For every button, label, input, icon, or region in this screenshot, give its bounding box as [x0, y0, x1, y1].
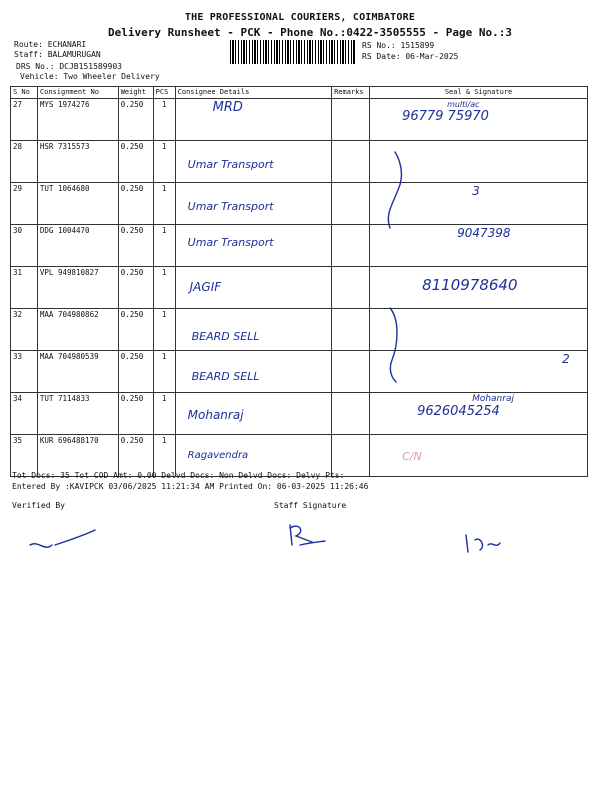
- pcs-cell: 1: [153, 267, 175, 309]
- sno-cell: 29: [11, 183, 38, 225]
- pcs-cell: 1: [153, 351, 175, 393]
- vehicle-label: Vehicle: Two Wheeler Delivery: [20, 72, 160, 81]
- seal-note: multi/ac: [447, 100, 480, 109]
- consignment-cell: MAA 704980862: [37, 309, 118, 351]
- drs-label: DRS No.: DCJB151589903: [16, 62, 122, 71]
- consignee-text: BEARD SELL: [191, 370, 260, 383]
- consignment-cell: TUT 1064680: [37, 183, 118, 225]
- col-seal: Seal & Signature: [370, 87, 588, 99]
- consignee-text: Umar Transport: [187, 200, 274, 213]
- pcs-cell: 1: [153, 183, 175, 225]
- runsheet-title: Delivery Runsheet - PCK - Phone No.:0422-3505555 - Page No.:3: [108, 26, 512, 39]
- consignment-cell: TUT 7114833: [37, 393, 118, 435]
- sno-cell: 32: [11, 309, 38, 351]
- seal-note: Mohanraj: [472, 394, 514, 404]
- verified-signature: [30, 530, 95, 547]
- consignment-cell: VPL 949810827: [37, 267, 118, 309]
- consignee-text: Mohanraj: [187, 408, 244, 422]
- consignment-cell: KUR 696488170: [37, 435, 118, 477]
- col-pcs: PCS: [153, 87, 175, 99]
- weight-cell: 0.250: [118, 393, 153, 435]
- sno-cell: 27: [11, 99, 38, 141]
- consignment-cell: MAA 704980539: [37, 351, 118, 393]
- seal-text: 3: [472, 184, 480, 198]
- weight-cell: 0.250: [118, 435, 153, 477]
- consignee-text: Umar Transport: [187, 236, 274, 249]
- weight-cell: 0.250: [118, 309, 153, 351]
- rs-date-label: RS Date: 06-Mar-2025: [362, 52, 459, 61]
- col-remarks: Remarks: [332, 87, 370, 99]
- seal-text: 96779 75970: [402, 109, 489, 124]
- seal-text: 9626045254: [417, 404, 500, 419]
- company-title: THE PROFESSIONAL COURIERS, COIMBATORE: [184, 12, 416, 23]
- weight-cell: 0.250: [118, 267, 153, 309]
- seal-text: 8110978640: [422, 276, 518, 294]
- entered-line: Entered By :KAVIPCK 03/06/2025 11:21:34 AM Printed On: 06-03-2025 11:26:46: [12, 482, 369, 491]
- pcs-cell: 1: [153, 435, 175, 477]
- weight-cell: 0.250: [118, 351, 153, 393]
- consignee-text: MRD: [212, 100, 243, 115]
- pcs-cell: 1: [153, 141, 175, 183]
- bracket-stroke: [388, 152, 401, 228]
- route-label: Route: ECHANARI: [14, 40, 87, 49]
- col-weight: Weight: [118, 87, 153, 99]
- consignee-text: Ragavendra: [187, 450, 249, 461]
- consignment-cell: HSR 7315573: [37, 141, 118, 183]
- bracket-stroke: [390, 308, 397, 382]
- sno-cell: 31: [11, 267, 38, 309]
- sno-cell: 35: [11, 435, 38, 477]
- consignment-cell: DDG 1004470: [37, 225, 118, 267]
- pcs-cell: 1: [153, 99, 175, 141]
- weight-cell: 0.250: [118, 99, 153, 141]
- weight-cell: 0.250: [118, 141, 153, 183]
- consignee-text: BEARD SELL: [191, 330, 260, 343]
- weight-cell: 0.250: [118, 225, 153, 267]
- rs-no-label: RS No.: 1515899: [362, 41, 435, 50]
- verified-by-label: Verified By: [12, 501, 65, 510]
- seal-text: C/N: [402, 450, 422, 463]
- consignee-text: JAGIF: [189, 280, 222, 294]
- sno-cell: 30: [11, 225, 38, 267]
- consignment-cell: MYS 1974276: [37, 99, 118, 141]
- col-sno: S No: [11, 87, 38, 99]
- initials-signature: [466, 535, 500, 552]
- consignee-text: Umar Transport: [187, 158, 274, 171]
- col-consignee: Consignee Details: [175, 87, 331, 99]
- col-consignment: Consignment No: [37, 87, 118, 99]
- weight-cell: 0.250: [118, 183, 153, 225]
- seal-text: 2: [562, 352, 570, 366]
- sno-cell: 34: [11, 393, 38, 435]
- staff-label: Staff: BALAMURUGAN: [14, 50, 101, 59]
- pcs-cell: 1: [153, 225, 175, 267]
- seal-text: 9047398: [457, 226, 511, 240]
- pcs-cell: 1: [153, 393, 175, 435]
- sno-cell: 33: [11, 351, 38, 393]
- sno-cell: 28: [11, 141, 38, 183]
- pcs-cell: 1: [153, 309, 175, 351]
- staff-signature: [290, 525, 325, 545]
- staff-signature-label: Staff Signature: [274, 501, 347, 510]
- totals-line: Tot Docs: 35 Tot COD Amt: 0.00 Delvd Docs: Non Delvd Docs: Delvy Pts:: [12, 471, 345, 480]
